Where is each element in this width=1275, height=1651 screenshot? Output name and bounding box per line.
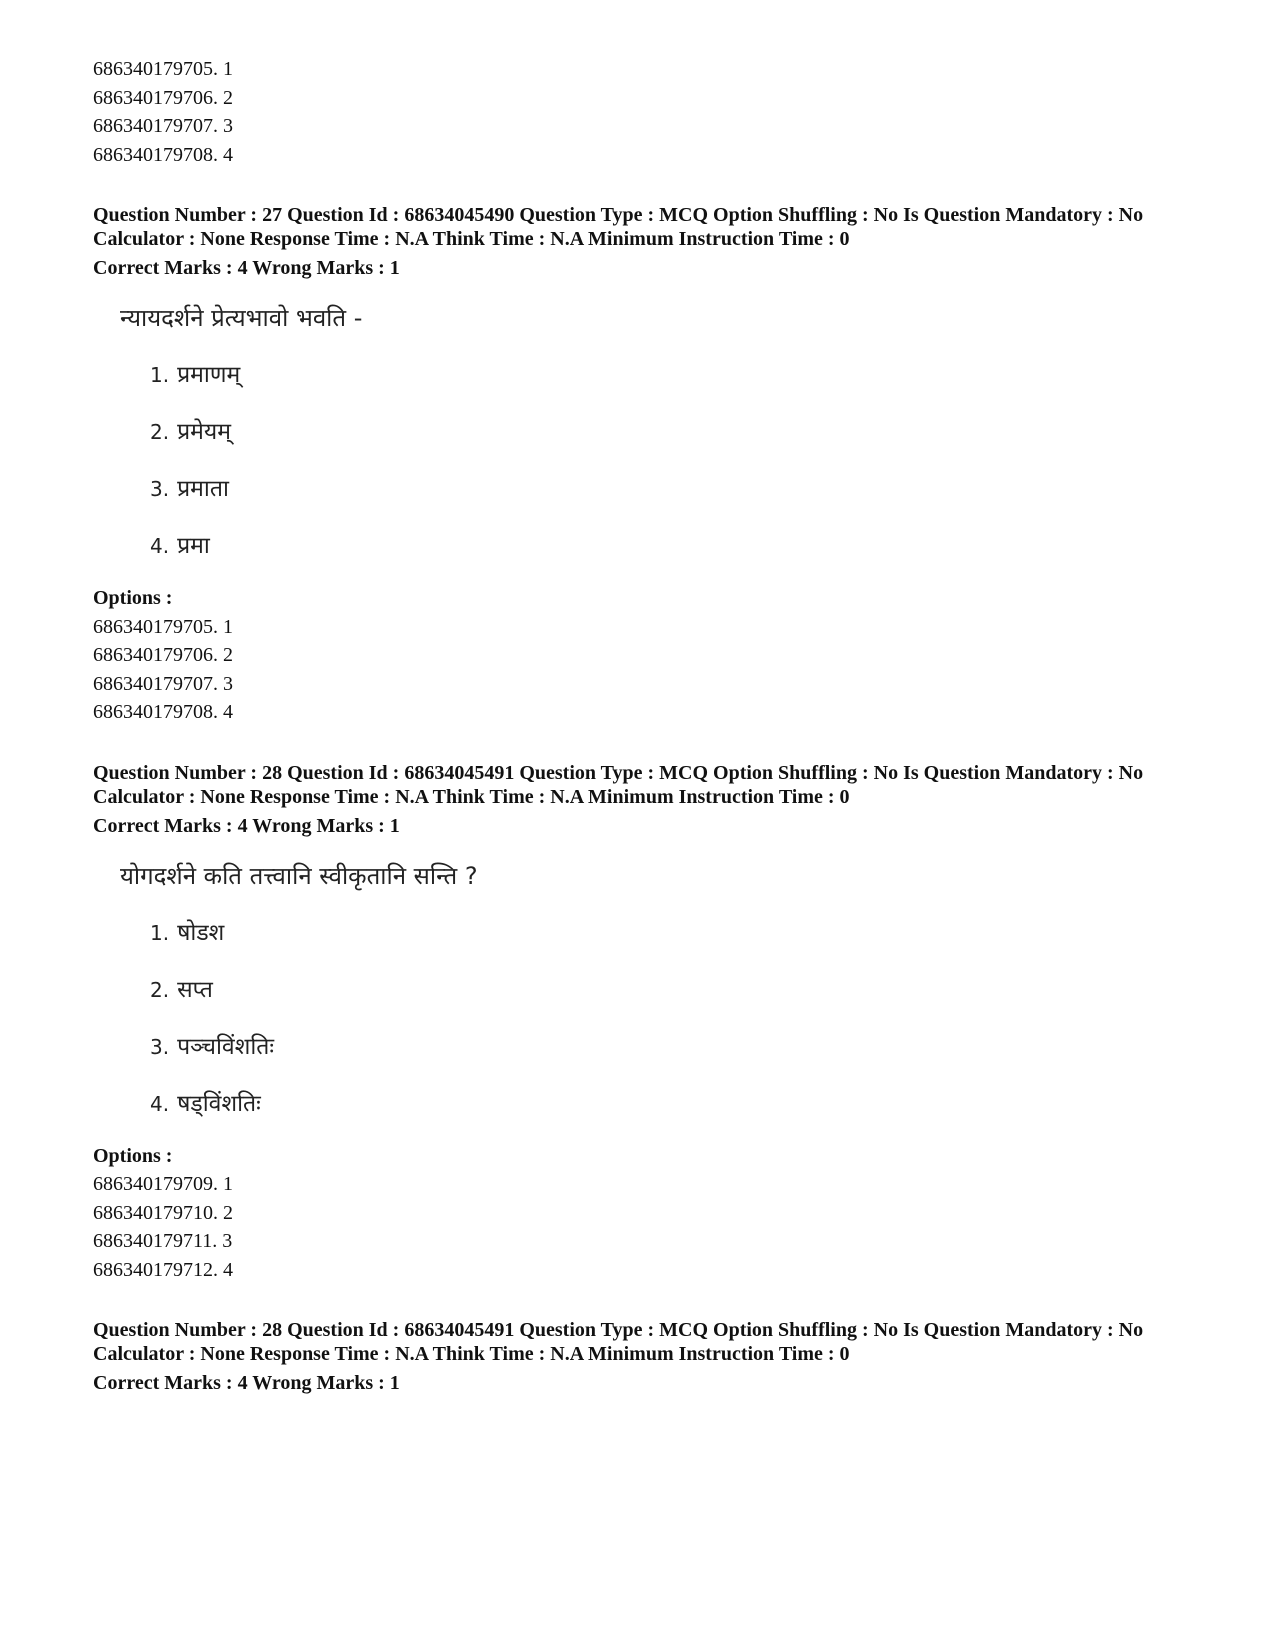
question-image — [120, 298, 1213, 566]
option-line: 686340179708. 4 — [93, 701, 233, 723]
question-choice — [150, 469, 1213, 509]
question-image — [120, 856, 1213, 1124]
choice-number: 4. — [150, 534, 170, 558]
spacer — [93, 1284, 1213, 1318]
choice-number: 3. — [150, 477, 170, 501]
choice-text: प्रमेयम् — [177, 419, 232, 445]
choice-text: षड्विंशतिः — [177, 1090, 261, 1117]
question-marks: Correct Marks : 4 Wrong Marks : 1 — [93, 257, 400, 279]
document-page — [93, 55, 1213, 1395]
question-block-28 — [93, 761, 1213, 1285]
question-choice — [150, 526, 1213, 566]
option-line: 686340179711. 3 — [93, 1230, 233, 1252]
option-line: 686340179706. 2 — [93, 644, 233, 666]
option-line: 686340179705. 1 — [93, 58, 233, 80]
choice-text: सप्त — [177, 976, 213, 1003]
question-header: Question Number : 28 Question Id : 68634045491 Question Type : MCQ Option Shuffling : No Is Question Mandatory : No Calculator : None Response Time : N.A Think Time : N.A Minimum Instruction Time : 0 — [93, 761, 1144, 808]
option-line: 686340179705. 1 — [93, 615, 233, 638]
question-choice — [150, 355, 1213, 395]
question-choice — [150, 913, 1213, 953]
choice-text: प्रमा — [177, 533, 210, 559]
option-line: 686340179712. 4 — [93, 1258, 233, 1281]
choice-number: 2. — [150, 977, 170, 1002]
option-line: 686340179709. 1 — [93, 1173, 233, 1195]
choice-text: प्रमाता — [177, 476, 229, 502]
spacer — [93, 169, 1213, 203]
question-stem: न्यायदर्शने प्रेत्यभावो भवति - — [120, 304, 363, 332]
option-line: 686340179706. 2 — [93, 86, 233, 109]
question-header: Question Number : 28 Question Id : 68634045491 Question Type : MCQ Option Shuffling : No Is Question Mandatory : No Calculator : None Response Time : N.A Think Time : N.A Minimum Instruction Time : 0 — [93, 1319, 1144, 1365]
option-line: 686340179707. 3 — [93, 672, 233, 695]
choice-text: षोडश — [177, 919, 225, 946]
top-options-list — [93, 55, 1213, 169]
choice-text: पञ्चविंशतिः — [177, 1033, 275, 1060]
question-marks: Correct Marks : 4 Wrong Marks : 1 — [93, 814, 400, 837]
choice-text: प्रमाणम् — [177, 362, 241, 388]
choice-number: 4. — [150, 1091, 170, 1116]
options-label: Options : — [93, 1144, 173, 1167]
option-line: 686340179710. 2 — [93, 1201, 233, 1224]
option-line: 686340179708. 4 — [93, 143, 233, 166]
question-choice — [150, 970, 1213, 1010]
question-stem: योगदर्शने कति तत्त्वानि स्वीकृतानि सन्ति ? — [120, 861, 478, 890]
spacer — [93, 727, 1213, 761]
choice-number: 1. — [150, 920, 170, 945]
option-line: 686340179707. 3 — [93, 115, 233, 137]
question-marks: Correct Marks : 4 Wrong Marks : 1 — [93, 1372, 400, 1394]
choice-number: 2. — [150, 420, 170, 444]
question-block-27 — [93, 203, 1213, 727]
choice-number: 3. — [150, 1034, 170, 1059]
question-block-trailing — [93, 1318, 1213, 1395]
question-choice — [150, 1027, 1213, 1067]
choice-number: 1. — [150, 363, 170, 387]
question-choice — [150, 1084, 1213, 1124]
question-header: Question Number : 27 Question Id : 68634045490 Question Type : MCQ Option Shuffling : No Is Question Mandatory : No Calculator : None Response Time : N.A Think Time : N.A Minimum Instruction Time : 0 — [93, 204, 1144, 250]
options-label: Options : — [93, 587, 173, 609]
question-choice — [150, 412, 1213, 452]
